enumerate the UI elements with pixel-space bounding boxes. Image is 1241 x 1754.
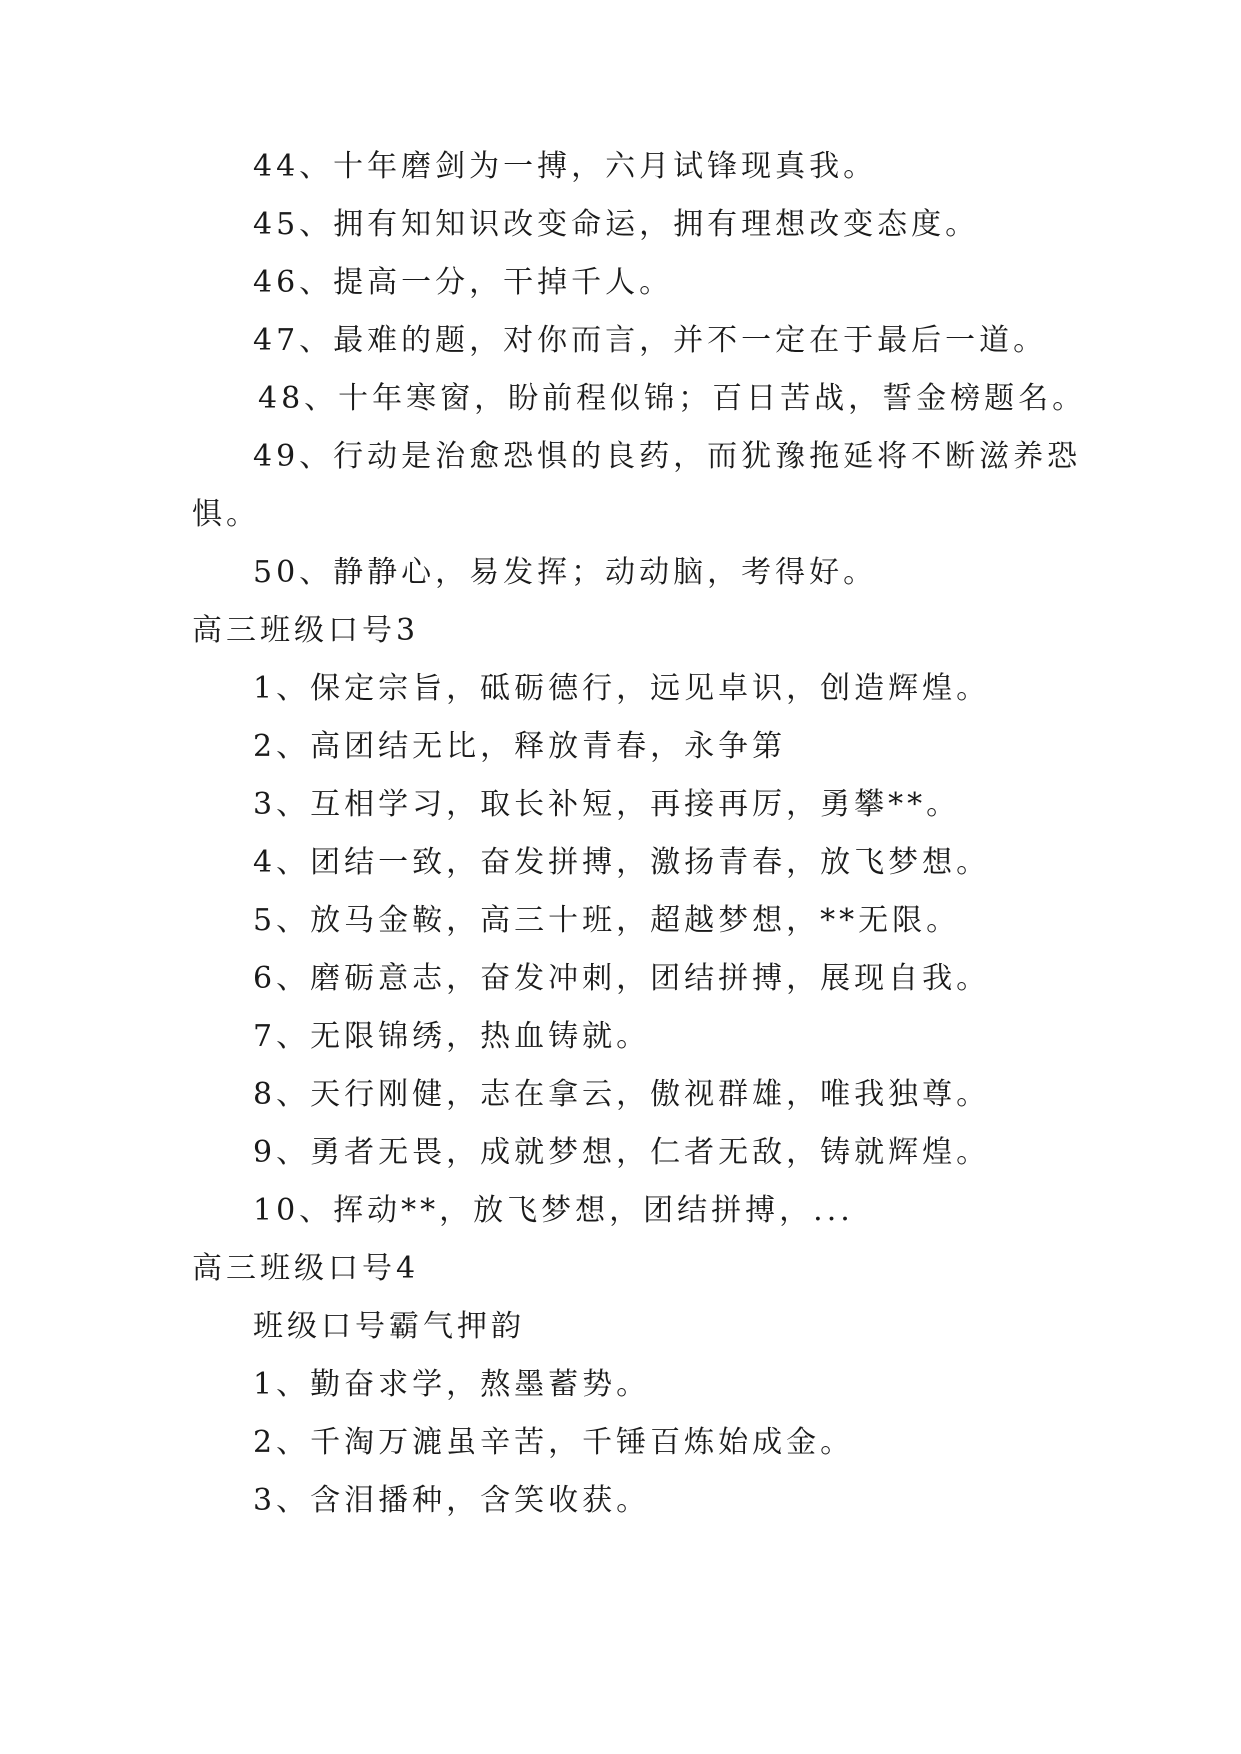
section-3-heading: 高三班级口号3	[192, 613, 420, 648]
section-4-subtitle: 班级口号霸气押韵	[253, 1309, 525, 1344]
slogan-item-44: 44、十年磨剑为一搏，六月试锋现真我。	[253, 149, 878, 184]
section-3-item-10: 10、挥动**，放飞梦想，团结拼搏，...	[253, 1193, 854, 1228]
slogan-item-49: 49、行动是治愈恐惧的良药，而犹豫拖延将不断滋养恐	[253, 439, 1082, 474]
slogan-item-46: 46、提高一分，干掉千人。	[253, 265, 674, 300]
section-3-item-1: 1、保定宗旨，砥砺德行，远见卓识，创造辉煌。	[253, 671, 991, 706]
section-3-item-5: 5、放马金鞍，高三十班，超越梦想，**无限。	[253, 903, 961, 938]
section-4-item-1: 1、勤奋求学，熬墨蓄势。	[253, 1367, 651, 1402]
slogan-item-50: 50、静静心，易发挥；动动脑，考得好。	[253, 555, 878, 590]
section-4-item-3: 3、含泪播种，含笑收获。	[253, 1483, 651, 1518]
section-3-item-8: 8、天行刚健，志在拿云，傲视群雄，唯我独尊。	[253, 1077, 991, 1112]
slogan-item-49-continued: 惧。	[192, 497, 260, 532]
section-3-item-2: 2、高团结无比，释放青春，永争第	[253, 729, 787, 764]
section-4-heading: 高三班级口号4	[192, 1251, 420, 1286]
slogan-item-47: 47、最难的题，对你而言，并不一定在于最后一道。	[253, 323, 1048, 358]
slogan-item-48: 48、十年寒窗，盼前程似锦；百日苦战，誓金榜题名。	[258, 381, 1087, 416]
slogan-item-45: 45、拥有知知识改变命运，拥有理想改变态度。	[253, 207, 980, 242]
section-4-item-2: 2、千淘万漉虽辛苦，千锤百炼始成金。	[253, 1425, 855, 1460]
section-3-item-4: 4、团结一致，奋发拼搏，激扬青春，放飞梦想。	[253, 845, 991, 880]
section-3-item-7: 7、无限锦绣，热血铸就。	[253, 1019, 651, 1054]
section-3-item-3: 3、互相学习，取长补短，再接再厉，勇攀**。	[253, 787, 961, 822]
section-3-item-6: 6、磨砺意志，奋发冲刺，团结拼搏，展现自我。	[253, 961, 991, 996]
section-3-item-9: 9、勇者无畏，成就梦想，仁者无敌，铸就辉煌。	[253, 1135, 991, 1170]
